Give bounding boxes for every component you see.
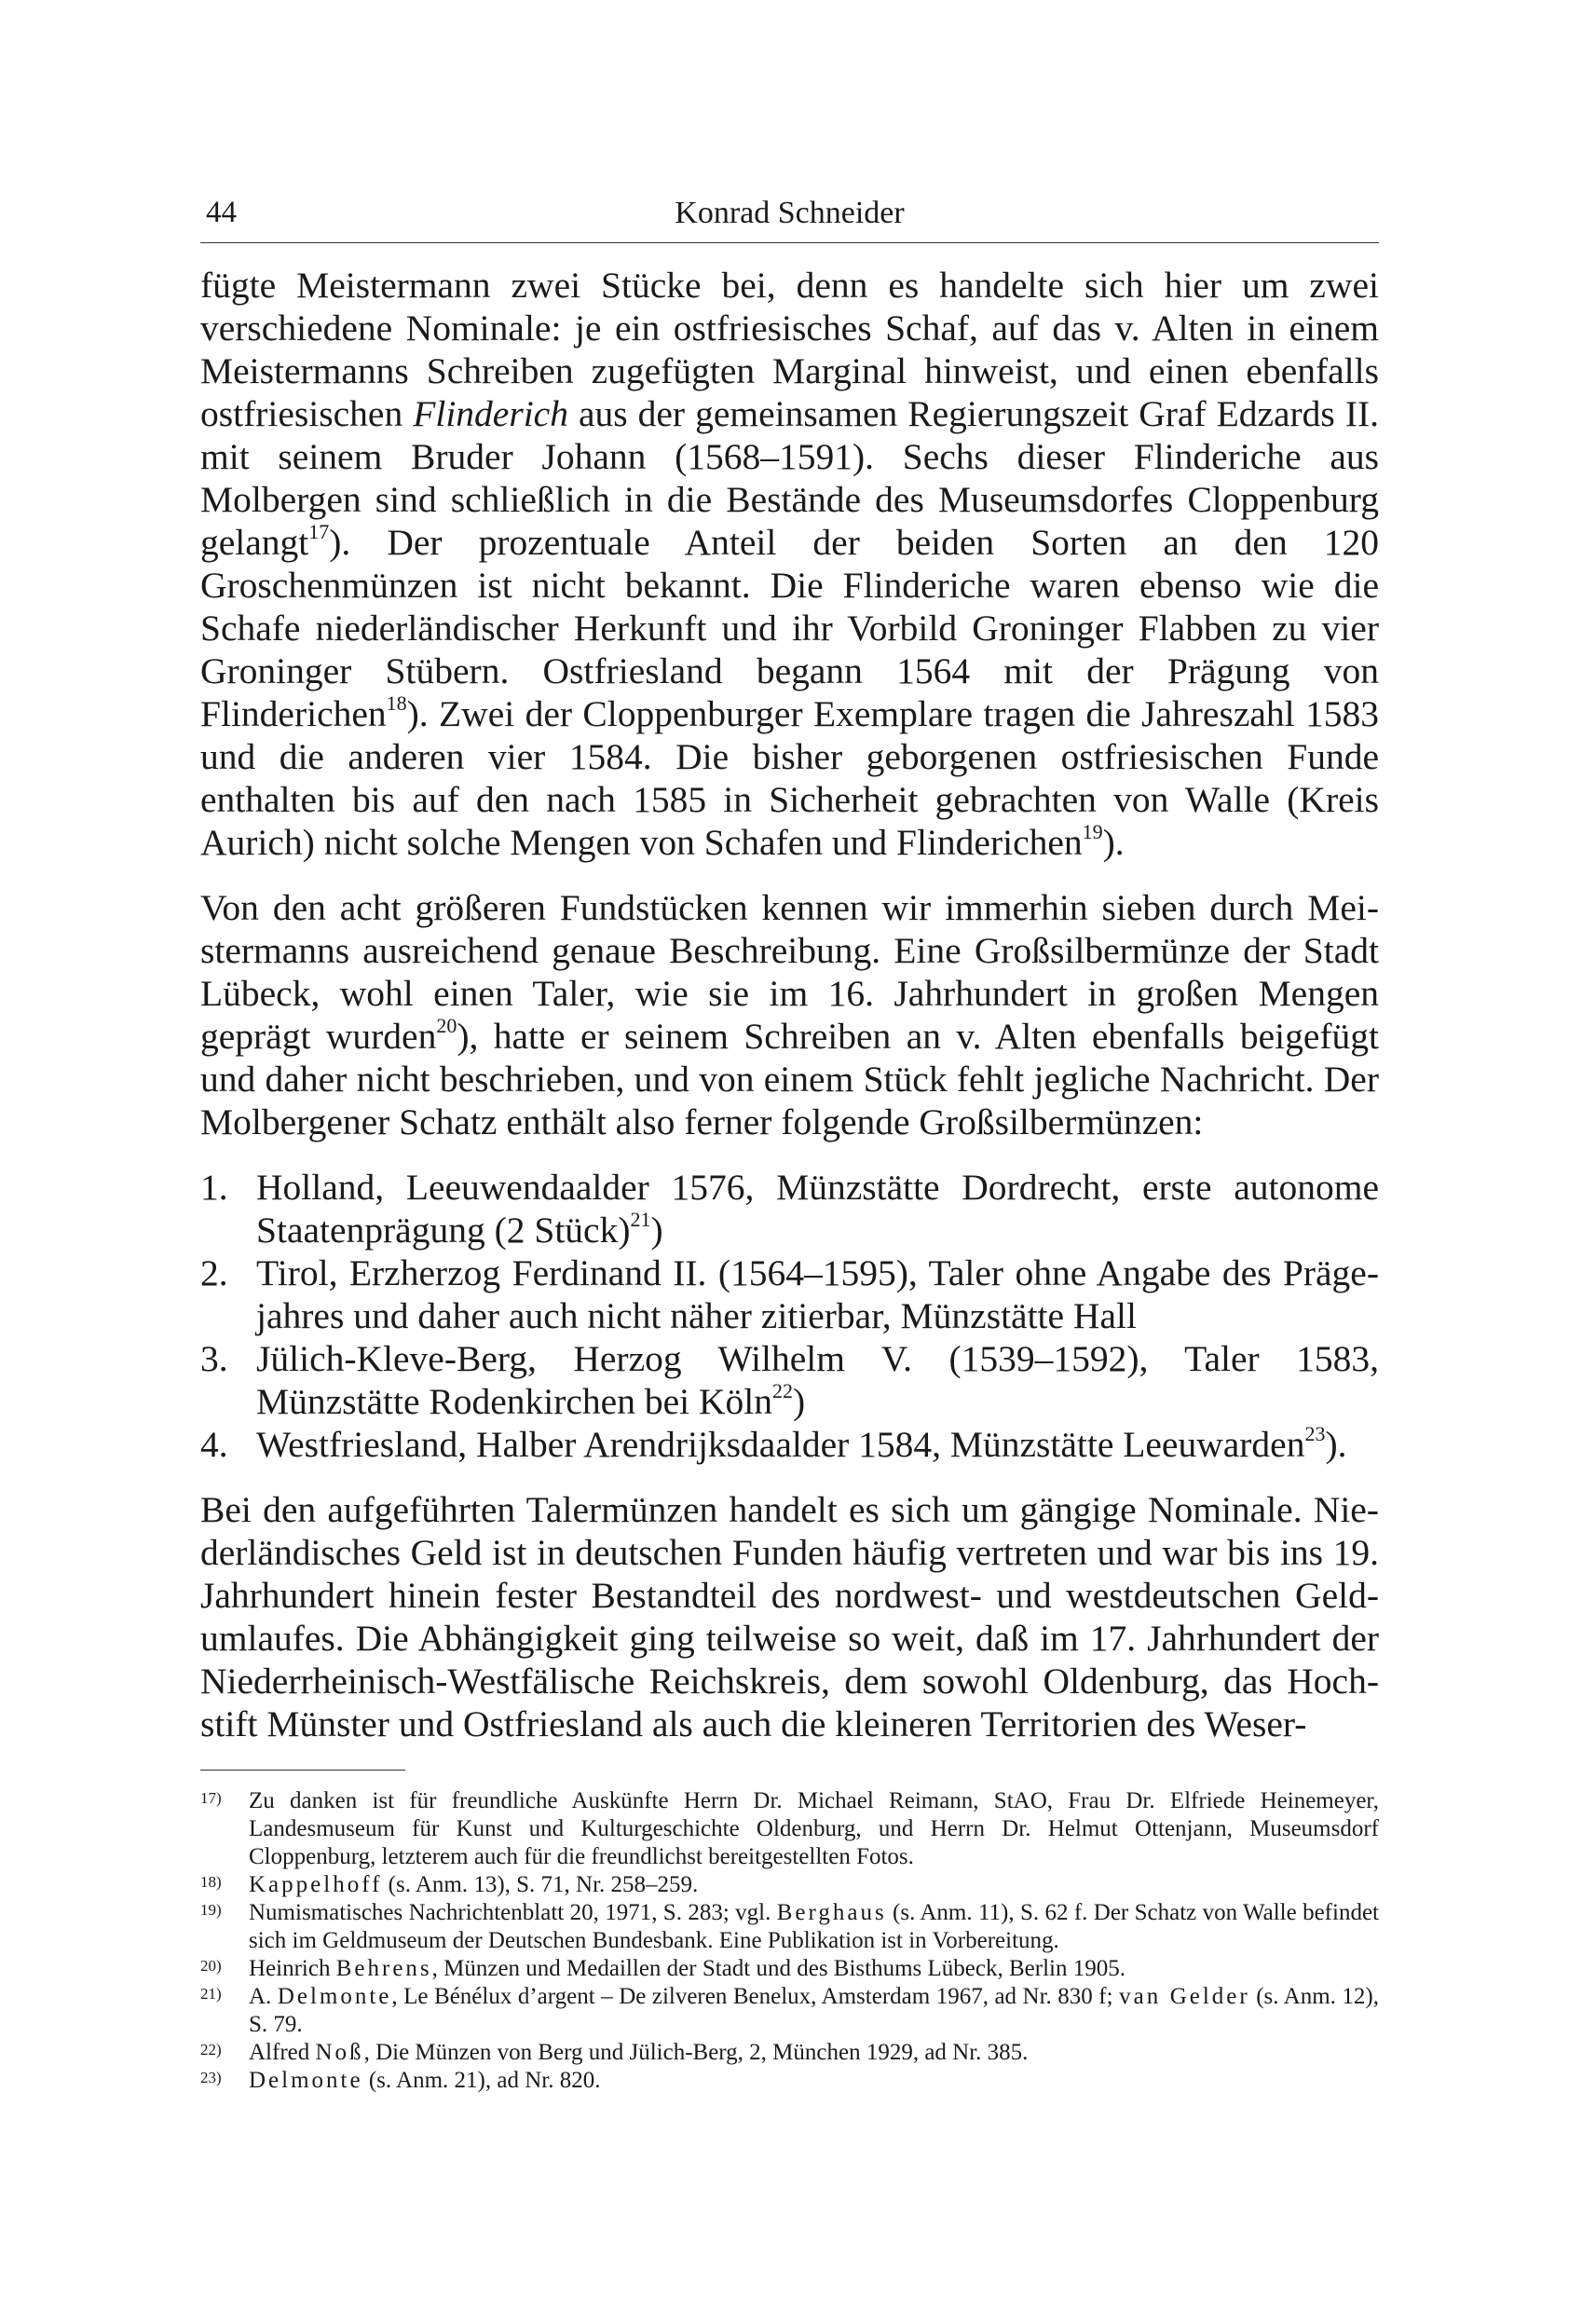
footnote-ref: 20 [436,1014,457,1037]
italic-term: Flinderich [413,393,568,434]
footnote-divider [200,1770,405,1771]
running-header [200,186,1379,243]
text-run: ). [1325,1424,1347,1465]
footnote-number: 20) [200,1957,222,1975]
author-name: Berghaus [776,1900,887,1925]
footnote-ref: 19 [1082,820,1103,843]
list-item [200,1166,1379,1251]
author-name: Noß [315,2040,364,2065]
list-item [200,1251,1379,1337]
footnote-ref: 23 [1304,1422,1326,1445]
footnote-19 [200,1899,1379,1955]
page-number: 44 [206,196,237,229]
text-run: ), hatte er seinem Schreiben an v. Alten ebenfalls beigefügt und daher nicht beschrieben, und von einem Stück fehlt jegliche Nachricht. Der Molbergener Schatz enthält also ferner folgende Großsilbermünzen: [200,1016,1380,1142]
text-run: fügte Meistermann zwei Stücke bei, denn es handelte sich hier um zwei verschiedene Nominale: je ein ostfriesisches Schaf, auf das v. Alten in einem Meistermanns Schreiben zugefügten Marginal hinweist, und einen ebenfalls ostfriesischen [200,265,1379,434]
footnote-18 [200,1871,1379,1899]
footnote-text: , Die Münzen von Berg und Jülich-Berg, 2, München 1929, ad Nr. 385. [363,2040,1029,2065]
footnote-23 [200,2067,1379,2095]
footnote-text: Heinrich [249,1956,336,1981]
paragraph: Bei den aufgeführten Talermünzen handelt es sich um gängige Nominale. Niederländisches Geld ist in deutschen Funden häufig vertreten und war bis ins 19. Jahrhundert hinein fester Bestandteil des nordwest- und westdeutschen Geldumlaufes. Die Abhängigkeit ging teilweise so weit, daß im 17. Jahrhundert der Niederrheinisch-Westfälische Reichskreis, dem sowohl Oldenburg, das Hochstift Münster und Ostfriesland als auch die kleineren Territorien des Weser- [200,1489,1379,1744]
author-name: Kappelhoff [249,1872,383,1897]
footnote-ref: 22 [771,1379,793,1402]
footnote-text: A. [249,1984,278,2009]
text-run: Von den acht größeren Fundstücken kennen wir immerhin sieben durch Meistermanns ausreichend genaue Beschreibung. Eine Großsilbermünze der Stadt Lübeck, wohl einen Taler, wie sie im 16. Jahrhundert in großen Mengen geprägt wurden [200,887,1379,1057]
body-text [200,264,1379,1745]
list-number: 3. [200,1338,228,1379]
footnote-text: , Le Bénélux d’argent – De zilveren Benelux, Amsterdam 1967, ad Nr. 830 f; [391,1984,1120,2009]
footnote-text: (s. Anm. 11), S. 62 f. Der Schatz von Walle befindet sich im Geldmuseum der Deutschen Bundesbank. Eine Publikation ist in Vorbereitung. [249,1900,1379,1953]
text-run: aus der gemeinsamen Regierungszeit Graf Edzards II. mit seinem Bruder Johann (1568–1591). Sechs dieser Flinderiche aus Molbergen sind schließlich in die Bestände des Museumsdorfes Cloppenburg gelangt [200,393,1380,563]
author-name: Delmonte [277,1984,392,2009]
list-number: 2. [200,1252,228,1293]
list-number: 1. [200,1167,228,1208]
footnote-17 [200,1787,1379,1871]
footnote-number: 21) [200,1985,222,2003]
paragraph [200,886,1379,1143]
footnotes [200,1787,1379,2095]
list-item [200,1337,1379,1423]
author-name: Delmonte [249,2068,363,2093]
footnote-number: 22) [200,2041,222,2058]
footnote-21 [200,1983,1379,2039]
footnote-text: (s. Anm. 13), S. 71, Nr. 258–259. [382,1872,699,1897]
list-item [200,1423,1379,1466]
footnote-22 [200,2039,1379,2067]
text-run: ) [792,1381,806,1422]
list-text: Holland, Leeuwendaalder 1576, Münzstätte Dordrecht, erste autonome Staatenprägung (2 Stück) [256,1167,1379,1251]
running-title: Konrad Schneider [675,196,905,230]
paragraph [200,264,1379,864]
footnote-text: (s. Anm. 21), ad Nr. 820. [362,2068,601,2093]
footnote-text: , Münzen und Medaillen der Stadt und des Bisthums Lübeck, Berlin 1905. [431,1956,1125,1981]
list-text: Jülich-Kleve-Berg, Herzog Wilhelm V. (1539–1592), Taler 1583, Münzstätte Rodenkirchen bei Köln [256,1338,1379,1422]
footnote-number: 19) [200,1901,222,1919]
author-name: Behrens [335,1956,432,1981]
author-name: van Gelder [1119,1984,1250,2009]
text-run: ). Der prozentuale Anteil der beiden Sorten an den 120 Groschenmünzen ist nicht bekannt. Die Flinderiche waren ebenso wie die Schafe niederländischer Herkunft und ihr Vorbild Groninger Flabben zu vier Groninger Stübern. Ostfriesland begann 1564 mit der Prägung von Flinderichen [200,522,1379,734]
footnote-text: Alfred [249,2040,316,2065]
footnote-20 [200,1955,1379,1983]
footnote-ref: 18 [386,691,407,715]
page [200,186,1379,2095]
footnote-number: 23) [200,2069,222,2086]
footnote-text: Zu danken ist für freundliche Auskünfte Herrn Dr. Michael Reimann, StAO, Frau Dr. Elfriede Heinemeyer, Landesmuseum für Kunst und Kulturgeschichte Oldenburg, und Herrn Dr. Helmut Ottenjann, Museumsdorf Cloppenburg, letzterem auch für die freundlichst bereitgestellten Fotos. [249,1788,1379,1869]
text-run: ). [1102,822,1125,863]
list-number: 4. [200,1424,228,1465]
footnote-number: 18) [200,1873,222,1891]
footnote-ref: 21 [630,1208,651,1231]
coin-list [200,1166,1379,1466]
footnote-number: 17) [200,1789,222,1807]
footnote-text: (s. Anm. 12), S. 79. [249,1984,1379,2037]
footnote-ref: 17 [308,520,330,543]
footnote-text: Numismatisches Nachrichtenblatt 20, 1971, S. 283; vgl. [249,1900,777,1925]
text-run: ). Zwei der Cloppenburger Exemplare tragen die Jahreszahl 1583 und die anderen vier 1584. Die bisher geborgenen ostfriesischen Funde enthalten bis auf den nach 1585 in Sicherheit gebrachten von Walle (Kreis Aurich) nicht solche Mengen von Schafen und Flinderichen [200,693,1379,863]
list-text: Tirol, Erzherzog Ferdinand II. (1564–1595), Taler ohne Angabe des Prägejahres und daher auch nicht näher zitierbar, Münzstätte Hall [256,1252,1379,1336]
list-text: Westfriesland, Halber Arendrijksdaalder 1584, Münzstätte Leeuwarden [256,1424,1305,1465]
text-run: ) [650,1210,663,1251]
